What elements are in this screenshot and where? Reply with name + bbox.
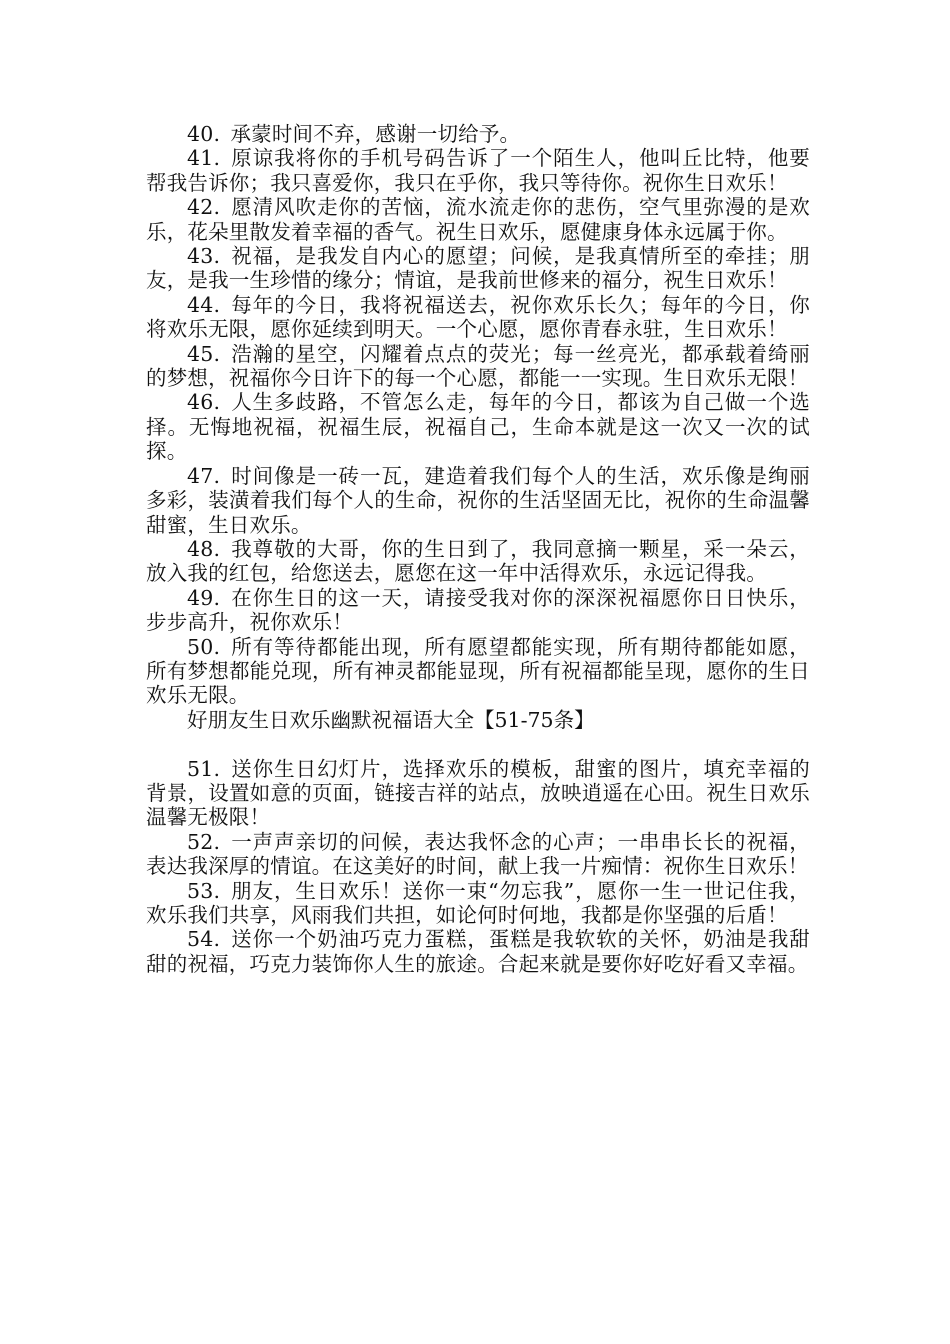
paragraph-47 [146,464,810,537]
paragraph-number: 40. [187,122,221,146]
paragraph-number: 54. [187,927,221,952]
paragraph-number: 53. [187,878,221,903]
paragraph-41 [146,146,810,195]
paragraph-text: 朋友，生日欢乐！送你一束“勿忘我”，愿你一生一世记住我，欢乐我们共享，风雨我们共担，如论何时何地，我都是你坚强的后盾！ [146,878,810,927]
paragraph-number: 48. [187,536,221,561]
paragraph-number: 52. [187,829,221,854]
paragraph-text: 浩瀚的星空，闪耀着点点的荧光；每一丝亮光，都承载着绮丽的梦想，祝福你今日许下的每一个心愿，都能一一实现。生日欢乐无限！ [146,341,810,391]
paragraph-50 [146,635,810,708]
paragraph-48 [146,537,810,586]
paragraph-text: 所有等待都能出现，所有愿望都能实现，所有期待都能如愿，所有梦想都能兑现，所有神灵都能显现，所有祝福都能呈现，愿你的生日欢乐无限。 [146,634,810,708]
paragraph-42 [146,195,810,244]
paragraph-number: 47. [187,463,221,488]
paragraph-text: 我尊敬的大哥，你的生日到了，我同意摘一颗星，采一朵云，放入我的红包，给您送去，愿您在这一年中活得欢乐，永远记得我。 [146,536,810,586]
paragraph-45 [146,342,810,391]
paragraph-number: 42. [187,195,221,220]
paragraph-text: 送你一个奶油巧克力蛋糕，蛋糕是我软软的关怀，奶油是我甜甜的祝福，巧克力装饰你人生的旅途。合起来就是要你好吃好看又幸福。 [146,927,810,976]
paragraph-52 [146,830,810,879]
paragraph-46 [146,390,810,463]
paragraph-number: 44. [187,292,221,317]
paragraph-list-before [146,122,810,708]
paragraph-40 [146,122,810,146]
section-heading: 好朋友生日欢乐幽默祝福语大全【51-75条】 [187,707,595,732]
paragraph-51 [146,757,810,830]
paragraph-text: 承蒙时间不弃，感谢一切给予。 [230,122,521,146]
paragraph-number: 50. [187,634,221,659]
paragraph-text: 一声声亲切的问候，表达我怀念的心声；一串串长长的祝福，表达我深厚的情谊。在这美好的时间，献上我一片痴情：祝你生日欢乐！ [146,829,810,879]
paragraph-number: 45. [187,341,221,366]
paragraph-43 [146,244,810,293]
document-page [146,122,810,976]
paragraph-text: 愿清风吹走你的苦恼，流水流走你的悲伤，空气里弥漫的是欢乐，花朵里散发着幸福的香气。祝生日欢乐，愿健康身体永远属于你。 [146,195,810,244]
paragraph-number: 51. [187,756,221,781]
paragraph-text: 原谅我将你的手机号码告诉了一个陌生人，他叫丘比特，他要帮我告诉你；我只喜爱你，我只在乎你，我只等待你。祝你生日欢乐！ [146,146,810,195]
paragraph-list-after [146,757,810,977]
paragraph-49 [146,586,810,635]
paragraph-number: 49. [187,585,221,610]
paragraph-number: 43. [187,244,221,269]
paragraph-text: 祝福，是我发自内心的愿望；问候，是我真情所至的牵挂；朋友，是我一生珍惜的缘分；情谊，是我前世修来的福分，祝生日欢乐！ [146,244,810,293]
paragraph-54 [146,927,810,976]
paragraph-number: 46. [187,390,221,415]
paragraph-text: 时间像是一砖一瓦，建造着我们每个人的生活，欢乐像是绚丽多彩，装潢着我们每个人的生命，祝你的生活坚固无比，祝你的生命温馨甜蜜，生日欢乐。 [146,463,810,537]
paragraph-53 [146,879,810,928]
paragraph-text: 在你生日的这一天，请接受我对你的深深祝福愿你日日快乐，步步高升，祝你欢乐！ [146,585,810,635]
paragraph-text: 送你生日幻灯片，选择欢乐的模板，甜蜜的图片，填充幸福的背景，设置如意的页面，链接吉祥的站点，放映逍遥在心田。祝生日欢乐温馨无极限！ [146,756,810,830]
paragraph-text: 人生多歧路，不管怎么走，每年的今日，都该为自己做一个选择。无悔地祝福，祝福生辰，祝福自己，生命本就是这一次又一次的试探。 [146,390,810,464]
paragraph-number: 41. [187,146,221,171]
paragraph-44 [146,293,810,342]
paragraph-text: 每年的今日，我将祝福送去，祝你欢乐长久；每年的今日，你将欢乐无限，愿你延续到明天。一个心愿，愿你青春永驻，生日欢乐！ [146,292,810,342]
